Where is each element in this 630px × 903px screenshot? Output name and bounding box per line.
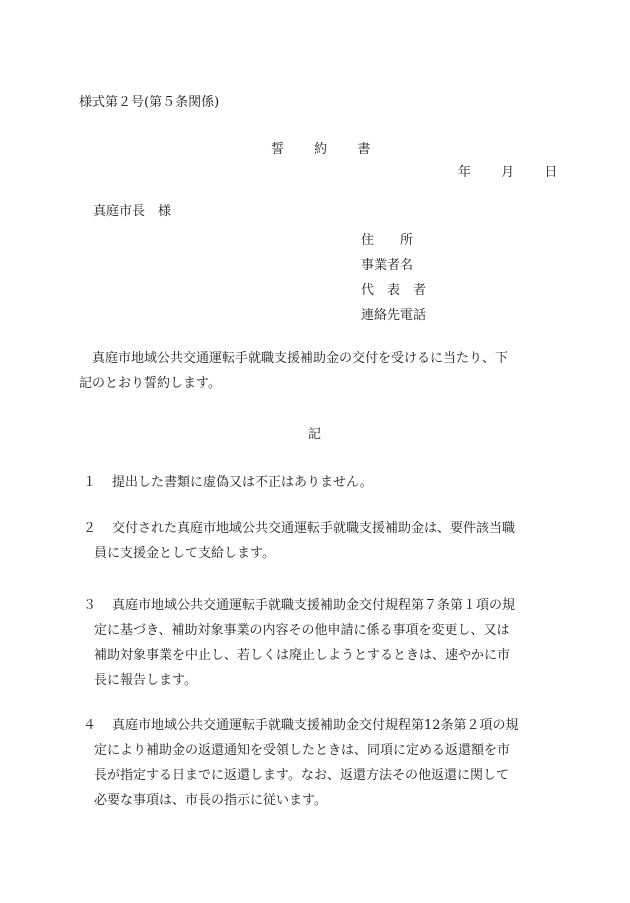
date-month: 月	[501, 165, 515, 180]
addressee: 真庭市長 様	[93, 204, 172, 219]
intro-line-2: 記のとおり誓約します。	[79, 376, 221, 391]
item-line: 交付された真庭市地域公共交通運転手就職支援補助金は、要件該当職	[112, 521, 516, 536]
title-char-2: 約	[314, 142, 328, 157]
item-number: ３	[83, 598, 97, 613]
item-line: 真庭市地域公共交通運転手就職支援補助金交付規程第12条第２項の規	[112, 718, 519, 733]
item-line: 定に基づき、補助対象事業の内容その他申請に係る事項を変更し、又は	[94, 623, 510, 638]
date-line	[458, 166, 557, 179]
item-line: 補助対象事業を中止し、若しくは廃止しようとするときは、速やかに市	[94, 648, 511, 663]
applicant-business-name-label: 事業者名	[361, 258, 414, 273]
intro-line-1: 真庭市地域公共交通運転手就職支援補助金の交付を受けるに当たり、下	[92, 351, 509, 366]
item-line: 長に報告します。	[94, 673, 197, 688]
item-number: １	[83, 475, 97, 490]
date-day: 日	[544, 165, 558, 180]
title-char-1: 誓	[271, 142, 285, 157]
title-char-3: 書	[357, 142, 371, 157]
item-line: 真庭市地域公共交通運転手就職支援補助金交付規程第７条第１項の規	[112, 598, 516, 613]
item-number: ２	[83, 521, 97, 536]
document-title	[271, 143, 370, 156]
item-line: 長が指定する日までに返還します。なお、返還方法その他返還に関して	[94, 768, 509, 783]
pledge-item-3	[83, 593, 563, 693]
ki-heading: 記	[308, 427, 322, 442]
item-line: 提出した書類に虚偽又は不正はありません。	[112, 475, 373, 490]
pledge-item-1	[83, 470, 563, 495]
applicant-address-label: 住 所	[361, 233, 414, 248]
item-line: 定により補助金の返還通知を受領したときは、同項に定める返還額を市	[94, 743, 511, 758]
item-line: 員に支援金として支給します。	[94, 546, 275, 561]
form-label: 様式第２号(第５条関係)	[79, 95, 220, 110]
date-year: 年	[458, 165, 472, 180]
item-line: 必要な事項は、市長の指示に従います。	[94, 793, 327, 808]
pledge-item-4	[83, 713, 563, 813]
applicant-representative-label: 代 表 者	[361, 283, 427, 298]
applicant-phone-label: 連絡先電話	[361, 308, 427, 323]
item-number: ４	[83, 718, 97, 733]
intro-paragraph	[79, 346, 559, 396]
pledge-item-2	[83, 516, 563, 566]
